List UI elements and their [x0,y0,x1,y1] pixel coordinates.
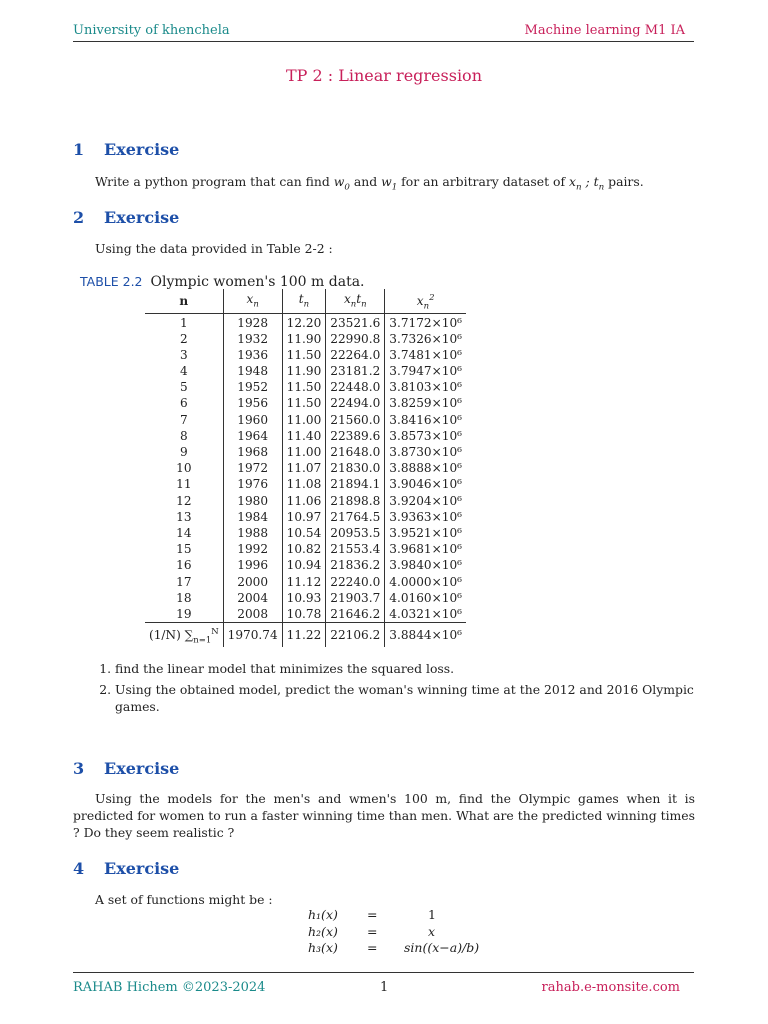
mean-tn: 11.22 [282,623,326,648]
table-row [145,509,466,525]
list-item: 2. Using the obtained model, predict the woman's winning time at the 2012 and 2016 Olympic games. [115,681,740,715]
cell-xn2: 3.8416×10⁶ [385,412,466,428]
math-w0: $w_0$ [333,174,350,193]
cell-n: 16 [176,558,192,573]
table-row [145,460,466,476]
cell-xn: 1988 [223,525,282,541]
eq-lhs: h₁(x) [308,907,338,922]
cell-xn2: 3.7326×10⁶ [385,331,466,347]
cell-xntn: 23181.2 [326,363,385,379]
cell-tn: 11.07 [282,460,326,476]
cell-xn: 1960 [223,412,282,428]
cell-xntn: 21764.5 [326,509,385,525]
table-row [145,379,466,395]
cell-n: 6 [179,396,188,411]
table-row [145,476,466,492]
exercise-4-intro: A set of functions might be : [95,892,273,907]
cell-xn2: 3.8259×10⁶ [385,395,466,411]
header-rule [73,41,694,42]
cell-xn: 2004 [223,590,282,606]
exercise-2-list [73,660,740,719]
cell-xntn: 22389.6 [326,428,385,444]
cell-n: 17 [176,574,192,589]
cell-tn: 11.90 [282,363,326,379]
cell-xn2: 3.8103×10⁶ [385,379,466,395]
eq-sign: = [367,940,378,955]
table-title: Olympic women's 100 m data. [150,274,365,290]
cell-tn: 11.00 [282,412,326,428]
cell-xn: 1972 [223,460,282,476]
eq-rhs: sin((x−a)/b) [404,940,480,955]
cell-xn: 1936 [223,347,282,363]
section-number: 3 [73,759,85,778]
cell-n: 7 [179,412,188,427]
cell-xn: 1956 [223,395,282,411]
header-n: n [145,289,223,314]
table-row [145,493,466,509]
cell-xntn: 22240.0 [326,573,385,589]
cell-xntn: 21560.0 [326,412,385,428]
cell-tn: 10.78 [282,606,326,623]
eq-sign: = [367,924,378,939]
cell-xntn: 21898.8 [326,493,385,509]
table-row [145,606,466,623]
mean-xn: 1970.74 [223,623,282,648]
cell-n: 1 [179,315,188,330]
cell-n: 3 [179,347,188,362]
cell-xntn: 22494.0 [326,395,385,411]
cell-xn2: 4.0321×10⁶ [385,606,466,623]
cell-tn: 11.06 [282,493,326,509]
cell-xntn: 21903.7 [326,590,385,606]
cell-xn: 1992 [223,541,282,557]
cell-n: 13 [176,509,192,524]
cell-n: 2 [179,331,188,346]
cell-tn: 12.20 [282,314,326,331]
cell-xn: 1980 [223,493,282,509]
table-row [145,395,466,411]
cell-tn: 11.90 [282,331,326,347]
table-label: TABLE 2.2 [80,274,143,289]
table-mean-row [145,623,466,648]
cell-tn: 10.97 [282,509,326,525]
cell-xntn: 21830.0 [326,460,385,476]
eq-lhs: h₃(x) [308,940,338,955]
cell-xntn: 22448.0 [326,379,385,395]
cell-xn2: 3.7947×10⁶ [385,363,466,379]
cell-n: 19 [176,606,192,621]
list-item: 1. find the linear model that minimizes the squared loss. [115,660,740,677]
page-number: 1 [380,980,389,995]
olympic-data-table [145,289,466,647]
table-row [145,347,466,363]
header-course: Machine learning M1 IA [524,23,685,38]
eq-rhs: x [428,924,436,939]
cell-xn2: 3.7172×10⁶ [385,314,466,331]
cell-xntn: 20953.5 [326,525,385,541]
header-xn: $x_n$ [223,289,282,314]
footer-website: rahab.e-monsite.com [541,980,680,995]
table-row [145,428,466,444]
cell-n: 5 [179,380,188,395]
cell-xn2: 4.0160×10⁶ [385,590,466,606]
cell-xn: 1984 [223,509,282,525]
ex1-text-part: pairs. [604,174,644,189]
cell-xntn: 22264.0 [326,347,385,363]
cell-xn2: 3.9840×10⁶ [385,557,466,573]
cell-xn: 1928 [223,314,282,331]
cell-n: 15 [176,542,192,557]
exercise-1-text [95,173,644,196]
cell-tn: 10.94 [282,557,326,573]
cell-xn: 2008 [223,606,282,623]
table-row [145,557,466,573]
table-row [145,412,466,428]
cell-xn2: 3.8573×10⁶ [385,428,466,444]
section-number: 4 [73,859,85,878]
cell-tn: 11.50 [282,379,326,395]
cell-xntn: 22990.8 [326,331,385,347]
cell-xn2: 3.8730×10⁶ [385,444,466,460]
eq-lhs: h₂(x) [308,924,338,939]
section-title: Exercise [104,859,180,878]
cell-xn2: 3.9363×10⁶ [385,509,466,525]
cell-xn2: 3.9204×10⁶ [385,493,466,509]
table-row [145,444,466,460]
cell-xn2: 3.9681×10⁶ [385,541,466,557]
table-caption [80,271,365,290]
mean-xn2: 3.8844×10⁶ [385,623,466,648]
eq-sign: = [367,907,378,922]
cell-xn: 1948 [223,363,282,379]
table-row [145,525,466,541]
cell-n: 14 [176,525,192,540]
ex1-text-part: Write a python program that can find [95,174,334,189]
eq-rhs: 1 [428,907,436,922]
table-row [145,331,466,347]
page-title: TP 2 : Linear regression [285,66,482,85]
cell-xn: 1976 [223,476,282,492]
mean-xntn: 22106.2 [326,623,385,648]
math-pairs: $x_n$ ; $t_n$ [569,174,605,193]
table-row [145,363,466,379]
exercise-2-intro: Using the data provided in Table 2-2 : [95,241,333,256]
cell-n: 8 [179,428,188,443]
cell-xn: 1996 [223,557,282,573]
section-number: 2 [73,208,85,227]
cell-tn: 11.50 [282,347,326,363]
cell-xn: 2000 [223,573,282,589]
cell-tn: 11.12 [282,573,326,589]
section-1-heading [73,140,179,159]
cell-tn: 11.50 [282,395,326,411]
cell-xn2: 3.9046×10⁶ [385,476,466,492]
ex1-text-part: and [349,174,382,189]
footer-rule [73,972,694,973]
cell-n: 11 [176,477,192,492]
header-institution: University of khenchela [73,23,230,38]
section-title: Exercise [104,759,180,778]
cell-xntn: 21648.0 [326,444,385,460]
footer-author: RAHAB Hichem ©2023-2024 [73,980,266,995]
section-number: 1 [73,140,85,159]
section-3-heading [73,759,179,778]
cell-xn: 1952 [223,379,282,395]
cell-xn2: 4.0000×10⁶ [385,573,466,589]
cell-tn: 10.54 [282,525,326,541]
cell-xn2: 3.9521×10⁶ [385,525,466,541]
cell-tn: 11.00 [282,444,326,460]
cell-n: 4 [179,364,188,379]
cell-xntn: 21646.2 [326,606,385,623]
cell-xn: 1932 [223,331,282,347]
cell-n: 18 [176,590,192,605]
cell-xntn: 23521.6 [326,314,385,331]
cell-xn: 1968 [223,444,282,460]
cell-tn: 11.08 [282,476,326,492]
section-title: Exercise [104,208,180,227]
cell-xn2: 3.7481×10⁶ [385,347,466,363]
cell-n: 12 [176,493,192,508]
cell-xntn: 21836.2 [326,557,385,573]
exercise-3-text: Using the models for the men's and wmen's 100 m, find the Olympic games when it is predicted for women to run a faster winning time than men. What are the predicted winning times ? Do they seem realistic ? [73,791,695,840]
cell-tn: 11.40 [282,428,326,444]
cell-xn2: 3.8888×10⁶ [385,460,466,476]
header-tn: $t_n$ [282,289,326,314]
cell-n: 10 [176,461,192,476]
table-row [145,573,466,589]
ex1-text-part: for an arbitrary dataset of [397,174,570,189]
table-row [145,541,466,557]
cell-n: 9 [179,445,188,460]
mean-label: (1/N) $\sum_{n=1}^N$ [145,623,223,648]
cell-tn: 10.82 [282,541,326,557]
cell-xn: 1964 [223,428,282,444]
table-header-row [145,289,466,314]
cell-xntn: 21894.1 [326,476,385,492]
section-4-heading [73,859,179,878]
section-2-heading [73,208,179,227]
cell-xntn: 21553.4 [326,541,385,557]
table-row [145,314,466,331]
table-row [145,590,466,606]
math-w1: $w_1$ [381,174,398,193]
section-title: Exercise [104,140,180,159]
header-xntn: $x_nt_n$ [326,289,385,314]
header-xn2: $x_n^2$ [385,289,466,314]
cell-tn: 10.93 [282,590,326,606]
